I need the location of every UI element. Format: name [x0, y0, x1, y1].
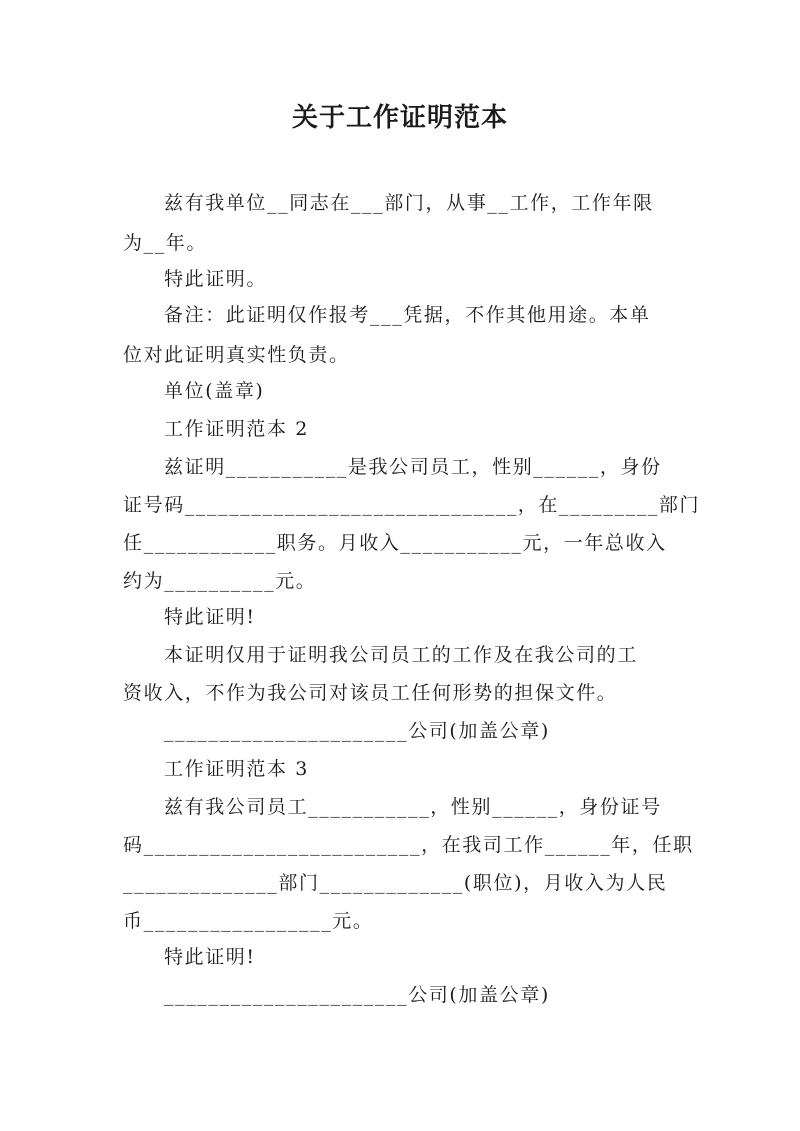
paragraph-line: 单位(盖章) — [164, 380, 265, 402]
signature-line: ______________________公司(加盖公章) — [164, 720, 550, 742]
paragraph-line: 币_________________元。 — [123, 910, 374, 932]
paragraph-line: 兹有我公司员工___________，性别______，身份证号 — [164, 796, 662, 818]
section-heading: 工作证明范本 2 — [164, 418, 309, 440]
paragraph-line: 约为__________元。 — [123, 570, 317, 592]
paragraph-line: ______________部门_____________(职位)，月收入为人民 — [123, 872, 668, 894]
paragraph-line: 为__年。 — [123, 232, 208, 254]
paragraph-line: 特此证明! — [164, 606, 256, 628]
paragraph-line: 备注：此证明仅作报考___凭据，不作其他用途。本单 — [164, 304, 651, 326]
paragraph-line: 任____________职务。月收入___________元，一年总收入 — [123, 532, 667, 554]
paragraph-line: 特此证明! — [164, 946, 256, 968]
paragraph-line: 本证明仅用于证明我公司员工的工作及在我公司的工 — [164, 644, 638, 666]
paragraph-line: 兹证明___________是我公司员工，性别______，身份 — [164, 456, 662, 478]
paragraph-line: 资收入，不作为我公司对该员工任何形势的担保文件。 — [123, 682, 618, 704]
paragraph-line: 特此证明。 — [164, 268, 268, 290]
paragraph-line: 码_________________________，在我司工作______年，任职 — [123, 834, 694, 856]
paragraph-line: 位对此证明真实性负责。 — [123, 344, 350, 366]
paragraph-line: 证号码______________________________，在_________部门 — [123, 494, 701, 516]
signature-line: ______________________公司(加盖公章) — [164, 984, 550, 1006]
section-heading: 工作证明范本 3 — [164, 758, 309, 780]
paragraph-line: 兹有我单位__同志在___部门，从事__工作，工作年限 — [164, 192, 654, 214]
document-title: 关于工作证明范本 — [291, 103, 508, 133]
